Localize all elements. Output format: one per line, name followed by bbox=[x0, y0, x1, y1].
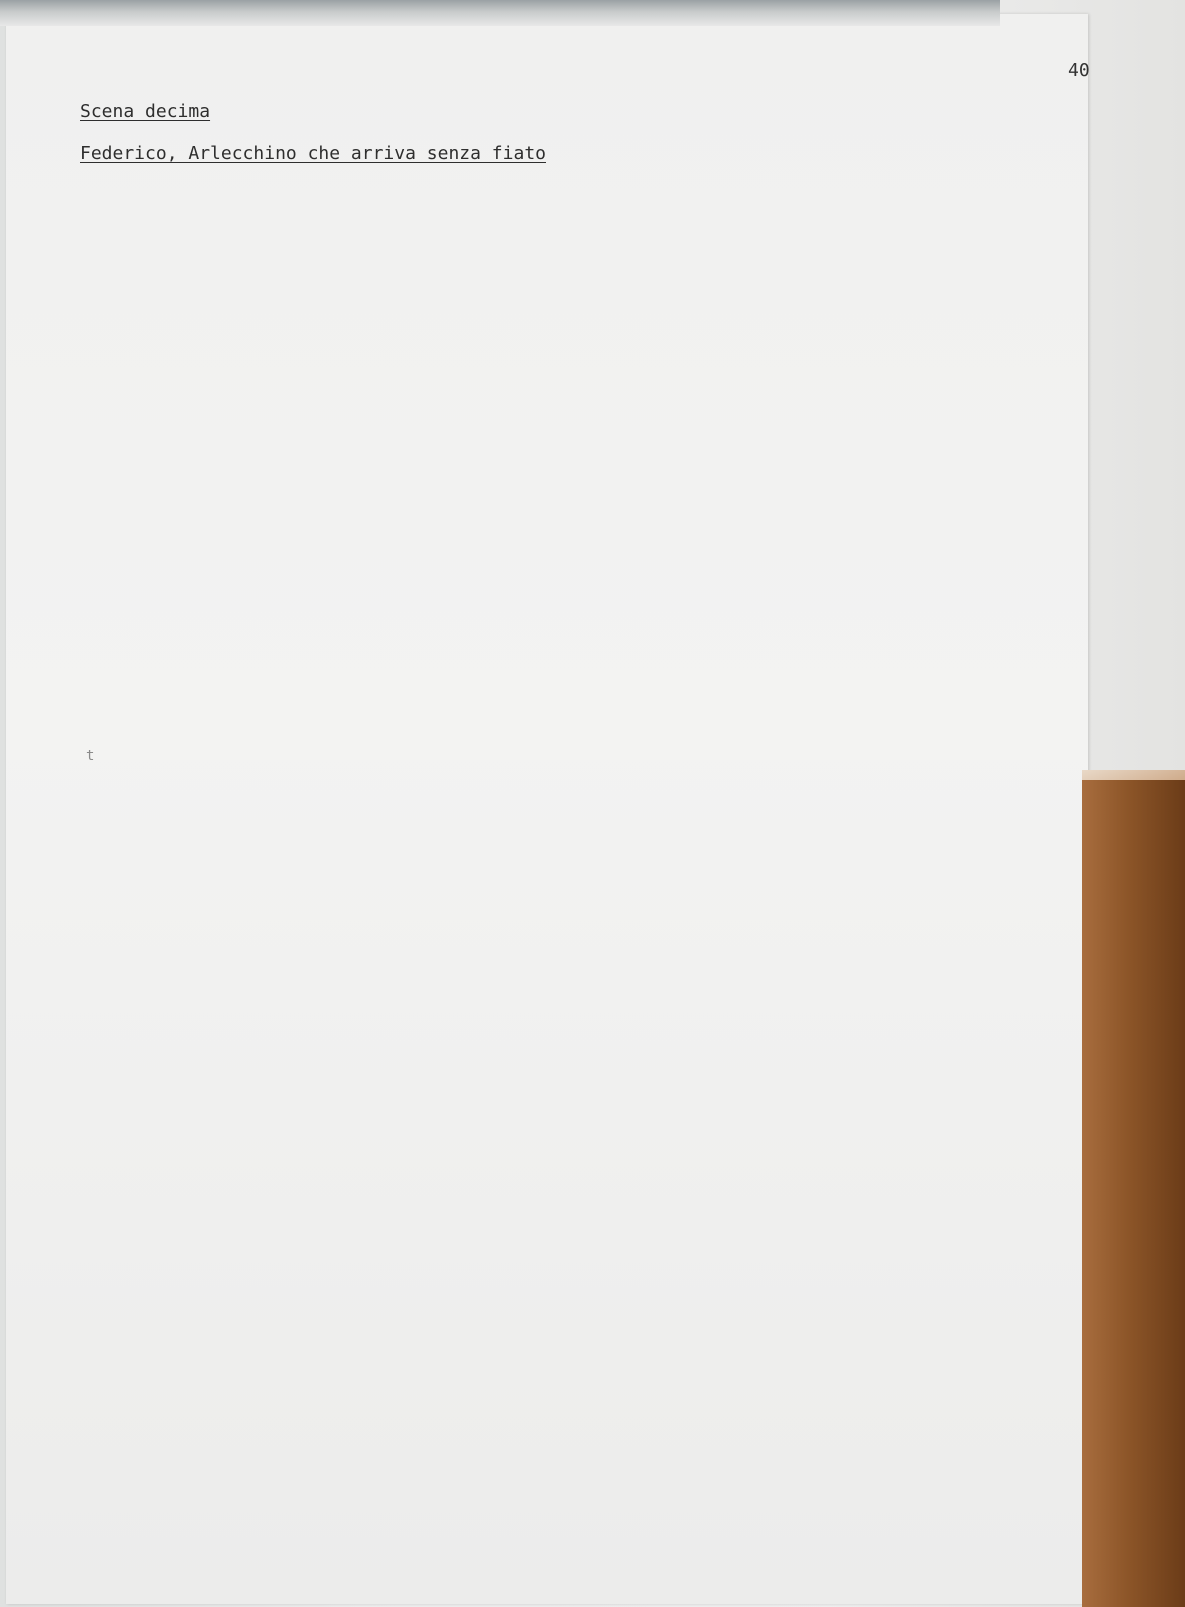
paper-sheet bbox=[6, 14, 1088, 1604]
scan-top-edge bbox=[0, 0, 1000, 26]
wooden-table-edge bbox=[1082, 780, 1185, 1607]
page-number: 40 bbox=[1068, 60, 1090, 81]
stray-mark: t bbox=[86, 748, 95, 764]
scene-title: Scena decima bbox=[80, 101, 211, 122]
scene-characters: Federico, Arlecchino che arriva senza fiato bbox=[80, 143, 546, 164]
